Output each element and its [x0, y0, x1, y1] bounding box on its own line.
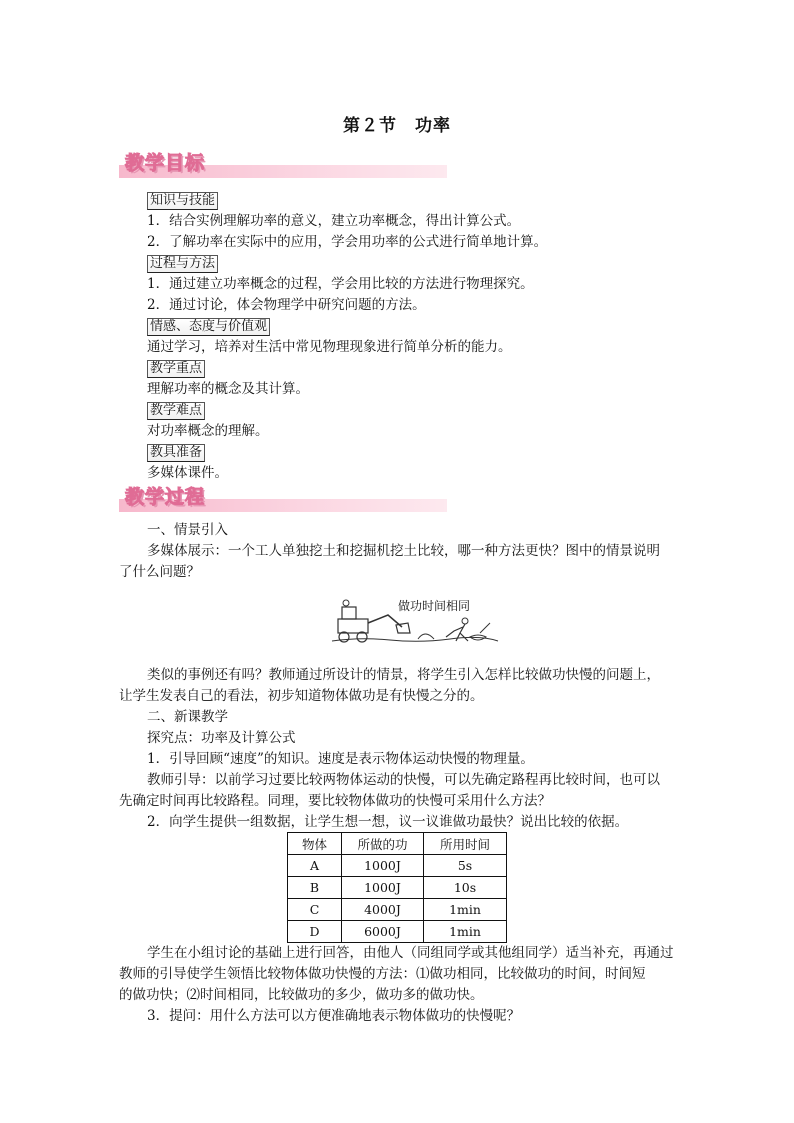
table-cell: A	[288, 855, 342, 877]
knowledge-heading: 知识与技能	[147, 192, 218, 210]
table-cell: 5s	[424, 855, 507, 877]
method-item-1: 1．通过建立功率概念的过程，学会用比较的方法进行物理探究。	[147, 276, 534, 292]
table-header: 所用时间	[424, 833, 507, 855]
process-text-9c: 的做功快；⑵时间相同，比较做功的多少，做功多的做功快。	[119, 987, 484, 1003]
process-text-8: 2．向学生提供一组数据，让学生想一想，议一议谁做功最快？说出比较的依据。	[147, 814, 629, 830]
work-data-table	[287, 832, 507, 943]
method-heading: 过程与方法	[147, 255, 218, 273]
process-text-3a: 类似的事例还有吗？教师通过所设计的情景，将学生引入怎样比较做功快慢的问题上，	[147, 667, 660, 683]
difficulty-heading: 教学难点	[147, 402, 205, 420]
table-cell: B	[288, 877, 342, 899]
process-text-9b: 教师的引导使学生领悟比较物体做功快慢的方法：⑴做功相同，比较做功的时间，时间短	[119, 966, 646, 982]
table-cell: 1min	[424, 899, 507, 921]
process-heading-1: 一、情景引入	[147, 522, 228, 538]
process-intro	[119, 520, 674, 583]
figure-label: 做功时间相同	[398, 599, 471, 613]
table-row	[288, 855, 507, 877]
process-text-7b: 先确定时间再比较路程。同理，要比较物体做功的快慢可采用什么方法？	[119, 793, 551, 809]
table-header-row	[288, 833, 507, 855]
process-body	[119, 665, 674, 833]
emotion-text: 通过学习，培养对生活中常见物理现象进行简单分析的能力。	[147, 339, 512, 355]
process-heading-2: 二、新课教学	[147, 709, 228, 725]
process-conclusion	[119, 943, 674, 1027]
table-cell: 1000J	[342, 877, 424, 899]
objectives-section	[147, 190, 667, 484]
inquiry-point: 探究点：功率及计算公式	[147, 730, 296, 746]
process-text-2b: 了什么问题？	[119, 564, 200, 580]
table-cell: C	[288, 899, 342, 921]
tools-text: 多媒体课件。	[147, 465, 228, 481]
table-cell: 4000J	[342, 899, 424, 921]
process-text-3b: 让学生发表自己的看法，初步知道物体做功是有快慢之分的。	[119, 688, 484, 704]
table-header: 所做的功	[342, 833, 424, 855]
table-row	[288, 877, 507, 899]
table-cell: 1min	[424, 921, 507, 943]
table-header: 物体	[288, 833, 342, 855]
page-title: 第２节 功率	[343, 116, 451, 136]
key-text: 理解功率的概念及其计算。	[147, 381, 309, 397]
objectives-banner-text: 教学目标	[125, 152, 206, 174]
objectives-banner	[119, 152, 447, 178]
table-row	[288, 921, 507, 943]
process-banner-text: 教学过程	[125, 486, 206, 508]
table-row	[288, 899, 507, 921]
key-heading: 教学重点	[147, 360, 205, 378]
tools-heading: 教具准备	[147, 444, 205, 462]
table-cell: 1000J	[342, 855, 424, 877]
emotion-heading: 情感、态度与价值观	[147, 318, 270, 336]
knowledge-item-1: 1．结合实例理解功率的意义，建立功率概念，得出计算公式。	[147, 213, 521, 229]
knowledge-item-2: 2．了解功率在实际中的应用，学会用功率的公式进行简单地计算。	[147, 234, 548, 250]
table-cell: 6000J	[342, 921, 424, 943]
difficulty-text: 对功率概念的理解。	[147, 423, 269, 439]
method-item-2: 2．通过讨论，体会物理学中研究问题的方法。	[147, 297, 426, 313]
process-text-9a: 学生在小组讨论的基础上进行回答，由他人（同组同学或其他组同学）适当补充，再通过	[147, 945, 674, 961]
process-text-2a: 多媒体展示：一个工人单独挖土和挖掘机挖土比较，哪一种方法更快？图中的情景说明	[147, 543, 660, 559]
process-text-7a: 教师引导：以前学习过要比较两物体运动的快慢，可以先确定路程再比较时间，也可以	[147, 772, 660, 788]
table-cell: D	[288, 921, 342, 943]
process-text-6: 1．引导回顾“速度”的知识。速度是表示物体运动快慢的物理量。	[147, 751, 534, 767]
table-cell: 10s	[424, 877, 507, 899]
process-text-10: 3．提问：用什么方法可以方便准确地表示物体做功的快慢呢？	[147, 1008, 521, 1024]
process-banner	[119, 486, 447, 512]
